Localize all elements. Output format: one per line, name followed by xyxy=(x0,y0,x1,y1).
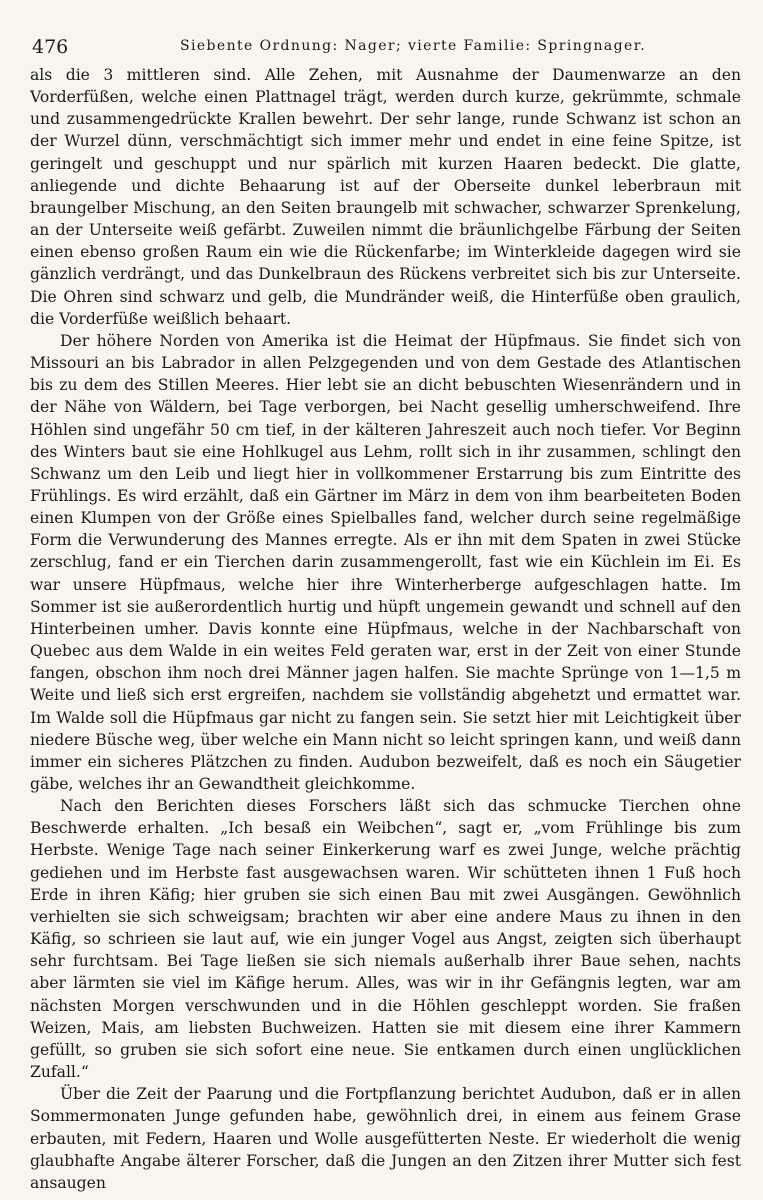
running-title: Siebente Ordnung: Nager; vierte Familie: Springnager. xyxy=(180,38,647,54)
body-text xyxy=(30,64,741,1194)
paragraph-3: Nach den Berichten dieses Forschers läßt sich das schmucke Tierchen ohne Beschwerde erhalten. „Ich besaß ein Weibchen“, sagt er, „vom Frühlinge bis zum Herbste. Wenige Tage nach seiner Einkerkerung warf es zwei Junge, welche prächtig gediehen und im Herbste fast ausgewachsen waren. Wir schütteten ihnen 1 Fuß hoch Erde in ihren Käfig; hier gruben sie sich einen Bau mit zwei Ausgängen. Gewöhnlich verhielten sie sich schweigsam; brachten wir aber eine andere Maus zu ihnen in den Käfig, so schrieen sie laut auf, wie ein junger Vogel aus Angst, zeigten sich überhaupt sehr furchtsam. Bei Tage ließen sie sich niemals außerhalb ihrer Baue sehen, nachts aber lärmten sie viel im Käfige herum. Alles, was wir in ihr Gefängnis legten, war am nächsten Morgen verschwunden und in die Höhlen geschleppt worden. Sie fraßen Weizen, Mais, am liebsten Buchweizen. Hatten sie mit diesem eine ihrer Kammern gefüllt, so gruben sie sich sofort eine neue. Sie entkamen durch einen unglücklichen Zufall.“ xyxy=(30,797,741,1082)
page-header xyxy=(30,30,741,64)
paragraph-2: Der höhere Norden von Amerika ist die Heimat der Hüpfmaus. Sie findet sich von Missouri an bis Labrador in allen Pelzgegenden und von dem Gestade des Atlantischen bis zu dem des Stillen Meeres. Hier lebt sie an dicht bebuschten Wiesenrändern und in der Nähe von Wäldern, bei Tage verborgen, bei Nacht gesellig umherschweifend. Ihre Höhlen sind ungefähr 50 cm tief, in der kälteren Jahreszeit auch noch tiefer. Vor Beginn des Winters baut sie eine Hohlkugel aus Lehm, rollt sich in ihr zusammen, schlingt den Schwanz um den Leib und liegt hier in vollkommener Erstarrung bis zum Eintritte des Frühlings. Es wird erzählt, daß ein Gärtner im März in dem von ihm bearbeiteten Boden einen Klumpen von der Größe eines Spielballes fand, welcher durch seine regelmäßige Form die Verwunderung des Mannes erregte. Als er ihn mit dem Spaten in zwei Stücke zerschlug, fand er ein Tierchen darin zusammengerollt, fast wie ein Küchlein im Ei. Es war unsere Hüpfmaus, welche hier ihre Winterherberge aufgeschlagen hatte. Im Sommer ist sie außerordentlich hurtig und hüpft ungemein gewandt und schnell auf den Hinterbeinen umher. Davis konnte eine Hüpfmaus, welche in der Nachbarschaft von Quebec aus dem Walde in ein weites Feld geraten war, erst in der Zeit von einer Stunde fangen, obschon ihm noch drei Männer jagen halfen. Sie machte Sprünge von 1—1,5 m Weite und ließ sich erst ergreifen, nachdem sie vollständig abgehetzt und ermattet war. Im Walde soll die Hüpfmaus gar nicht zu fangen sein. Sie setzt hier mit Leichtigkeit über niedere Büsche weg, über welche ein Mann nicht so leicht springen kann, und weiß dann immer ein sicheres Plätzchen zu finden. Audubon bezweifelt, daß es noch ein Säugetier gäbe, welches ihr an Gewandtheit gleichkomme. xyxy=(30,331,741,793)
page-number: 476 xyxy=(32,36,69,58)
paragraph-1: als die 3 mittleren sind. Alle Zehen, mit Ausnahme der Daumenwarze an den Vorderfüßen, welche einen Plattnagel trägt, werden durch kurze, gekrümmte, schmale und zusammengedrückte Krallen bewehrt. Der sehr lange, runde Schwanz ist schon an der Wurzel dünn, verschmächtigt sich immer mehr und endet in eine feine Spitze, ist geringelt und geschuppt und nur spärlich mit kurzen Haaren bedeckt. Die glatte, anliegende und dichte Behaarung ist auf der Oberseite dunkel leberbraun mit braungelber Mischung, an den Seiten braungelb mit schwacher, schwarzer Sprenkelung, an der Unterseite weiß gefärbt. Zuweilen nimmt die bräunlichgelbe Färbung der Seiten einen ebenso großen Raum ein wie die Rückenfarbe; im Winterkleide dagegen wird sie gänzlich verdrängt, und das Dunkelbraun des Rückens verbreitet sich bis zur Unterseite. Die Ohren sind schwarz und gelb, die Mundränder weiß, die Hinterfüße oben graulich, die Vorderfüße weißlich behaart. xyxy=(30,66,741,328)
paragraph-4: Über die Zeit der Paarung und die Fortpflanzung berichtet Audubon, daß er in allen Sommermonaten Junge gefunden habe, gewöhnlich drei, in einem aus feinem Grase erbauten, mit Federn, Haaren und Wolle ausgefütterten Neste. Er wiederholt die wenig glaubhafte Angabe älterer Forscher, daß die Jungen an den Zitzen ihrer Mutter sich fest ansaugen xyxy=(30,1085,741,1192)
